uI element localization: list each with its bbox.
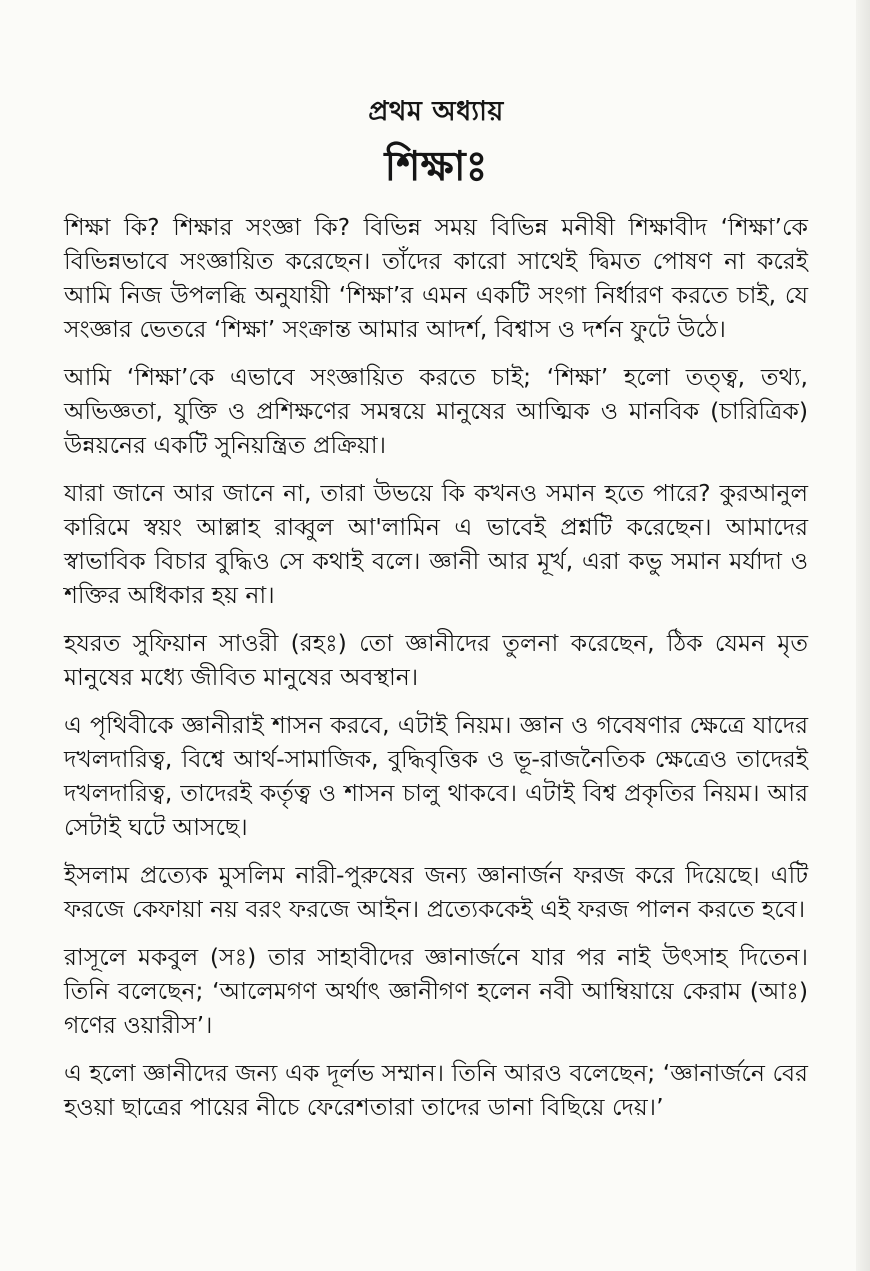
paragraph-6: ইসলাম প্রত্যেক মুসলিম নারী-পুরুষের জন্য জ্ঞানার্জন ফরজ করে দিয়েছে। এটি ফরজে কেফায়া নয় বরং ফরজে আইন। প্রত্যেককেই এই ফরজ পালন করতে হবে। (64, 861, 808, 923)
paragraph-3: যারা জানে আর জানে না, তারা উভয়ে কি কখনও সমান হতে পারে? কুরআনুল কারিমে স্বয়ং আল্লাহ রাব্বুল আ'লামিন এ ভাবেই প্রশ্নটি করেছেন। আমাদের স্বাভাবিক বিচার বুদ্ধিও সে কথাই বলে। জ্ঞানী আর মূর্খ, এরা কভু সমান মর্যাদা ও শক্তির অধিকার হয় না। (64, 479, 808, 609)
paragraph-7: রাসূলে মকবুল (সঃ) তার সাহাবীদের জ্ঞানার্জনে যার পর নাই উৎসাহ দিতেন। তিনি বলেছেন; ‘আলেমগণ অর্থাৎ জ্ঞানীগণ হলেন নবী আম্বিয়ায়ে কেরাম (আঃ) গণের ওয়ারীস’। (64, 943, 808, 1039)
paragraph-2: আমি ‘শিক্ষা’কে এভাবে সংজ্ঞায়িত করতে চাই; ‘শিক্ষা’ হলো তত্ত্ব, তথ্য, অভিজ্ঞতা, যুক্তি ও প্রশিক্ষণের সমন্বয়ে মানুষের আত্মিক ও মানবিক (চারিত্রিক) উন্নয়নের একটি সুনিয়ন্ত্রিত প্রক্রিয়া। (64, 363, 808, 459)
paragraph-8: এ হলো জ্ঞানীদের জন্য এক দূর্লভ সম্মান। তিনি আরও বলেছেন; ‘জ্ঞানার্জনে বের হওয়া ছাত্রের পায়ের নীচে ফেরেশতারা তাদের ডানা বিছিয়ে দেয়।’ (64, 1059, 808, 1121)
section-title: শিক্ষাঃ (384, 142, 488, 190)
paragraph-5: এ পৃথিবীকে জ্ঞানীরাই শাসন করবে, এটাই নিয়ম। জ্ঞান ও গবেষণার ক্ষেত্রে যাদের দখলদারিত্ব, বিশ্বে আর্থ-সামাজিক, বুদ্ধিবৃত্তিক ও ভূ-রাজনৈতিক ক্ষেত্রেও তাদেরই দখলদারিত্ব, তাদেরই কর্তৃত্ব ও শাসন চালু থাকবে। এটাই বিশ্ব প্রকৃতির নিয়ম। আর সেটাই ঘটে আসছে। (64, 711, 808, 841)
paragraph-4: হযরত সুফিয়ান সাওরী (রহঃ) তো জ্ঞানীদের তুলনা করেছেন, ঠিক যেমন মৃত মানুষের মধ্যে জীবিত মানুষের অবস্থান। (64, 629, 808, 691)
chapter-heading: প্রথম অধ্যায় (368, 96, 504, 127)
paragraph-1: শিক্ষা কি? শিক্ষার সংজ্ঞা কি? বিভিন্ন সময় বিভিন্ন মনীষী শিক্ষাবীদ ‘শিক্ষা’কে বিভিন্নভাবে সংজ্ঞায়িত করেছেন। তাঁদের কারো সাথেই দ্বিমত পোষণ না করেই আমি নিজ উপলব্ধি অনুযায়ী ‘শিক্ষা’র এমন একটি সংগা নির্ধারণ করতে চাই, যে সংজ্ঞার ভেতরে ‘শিক্ষা’ সংক্রান্ত আমার আদর্শ, বিশ্বাস ও দর্শন ফুটে উঠে। (64, 213, 808, 343)
